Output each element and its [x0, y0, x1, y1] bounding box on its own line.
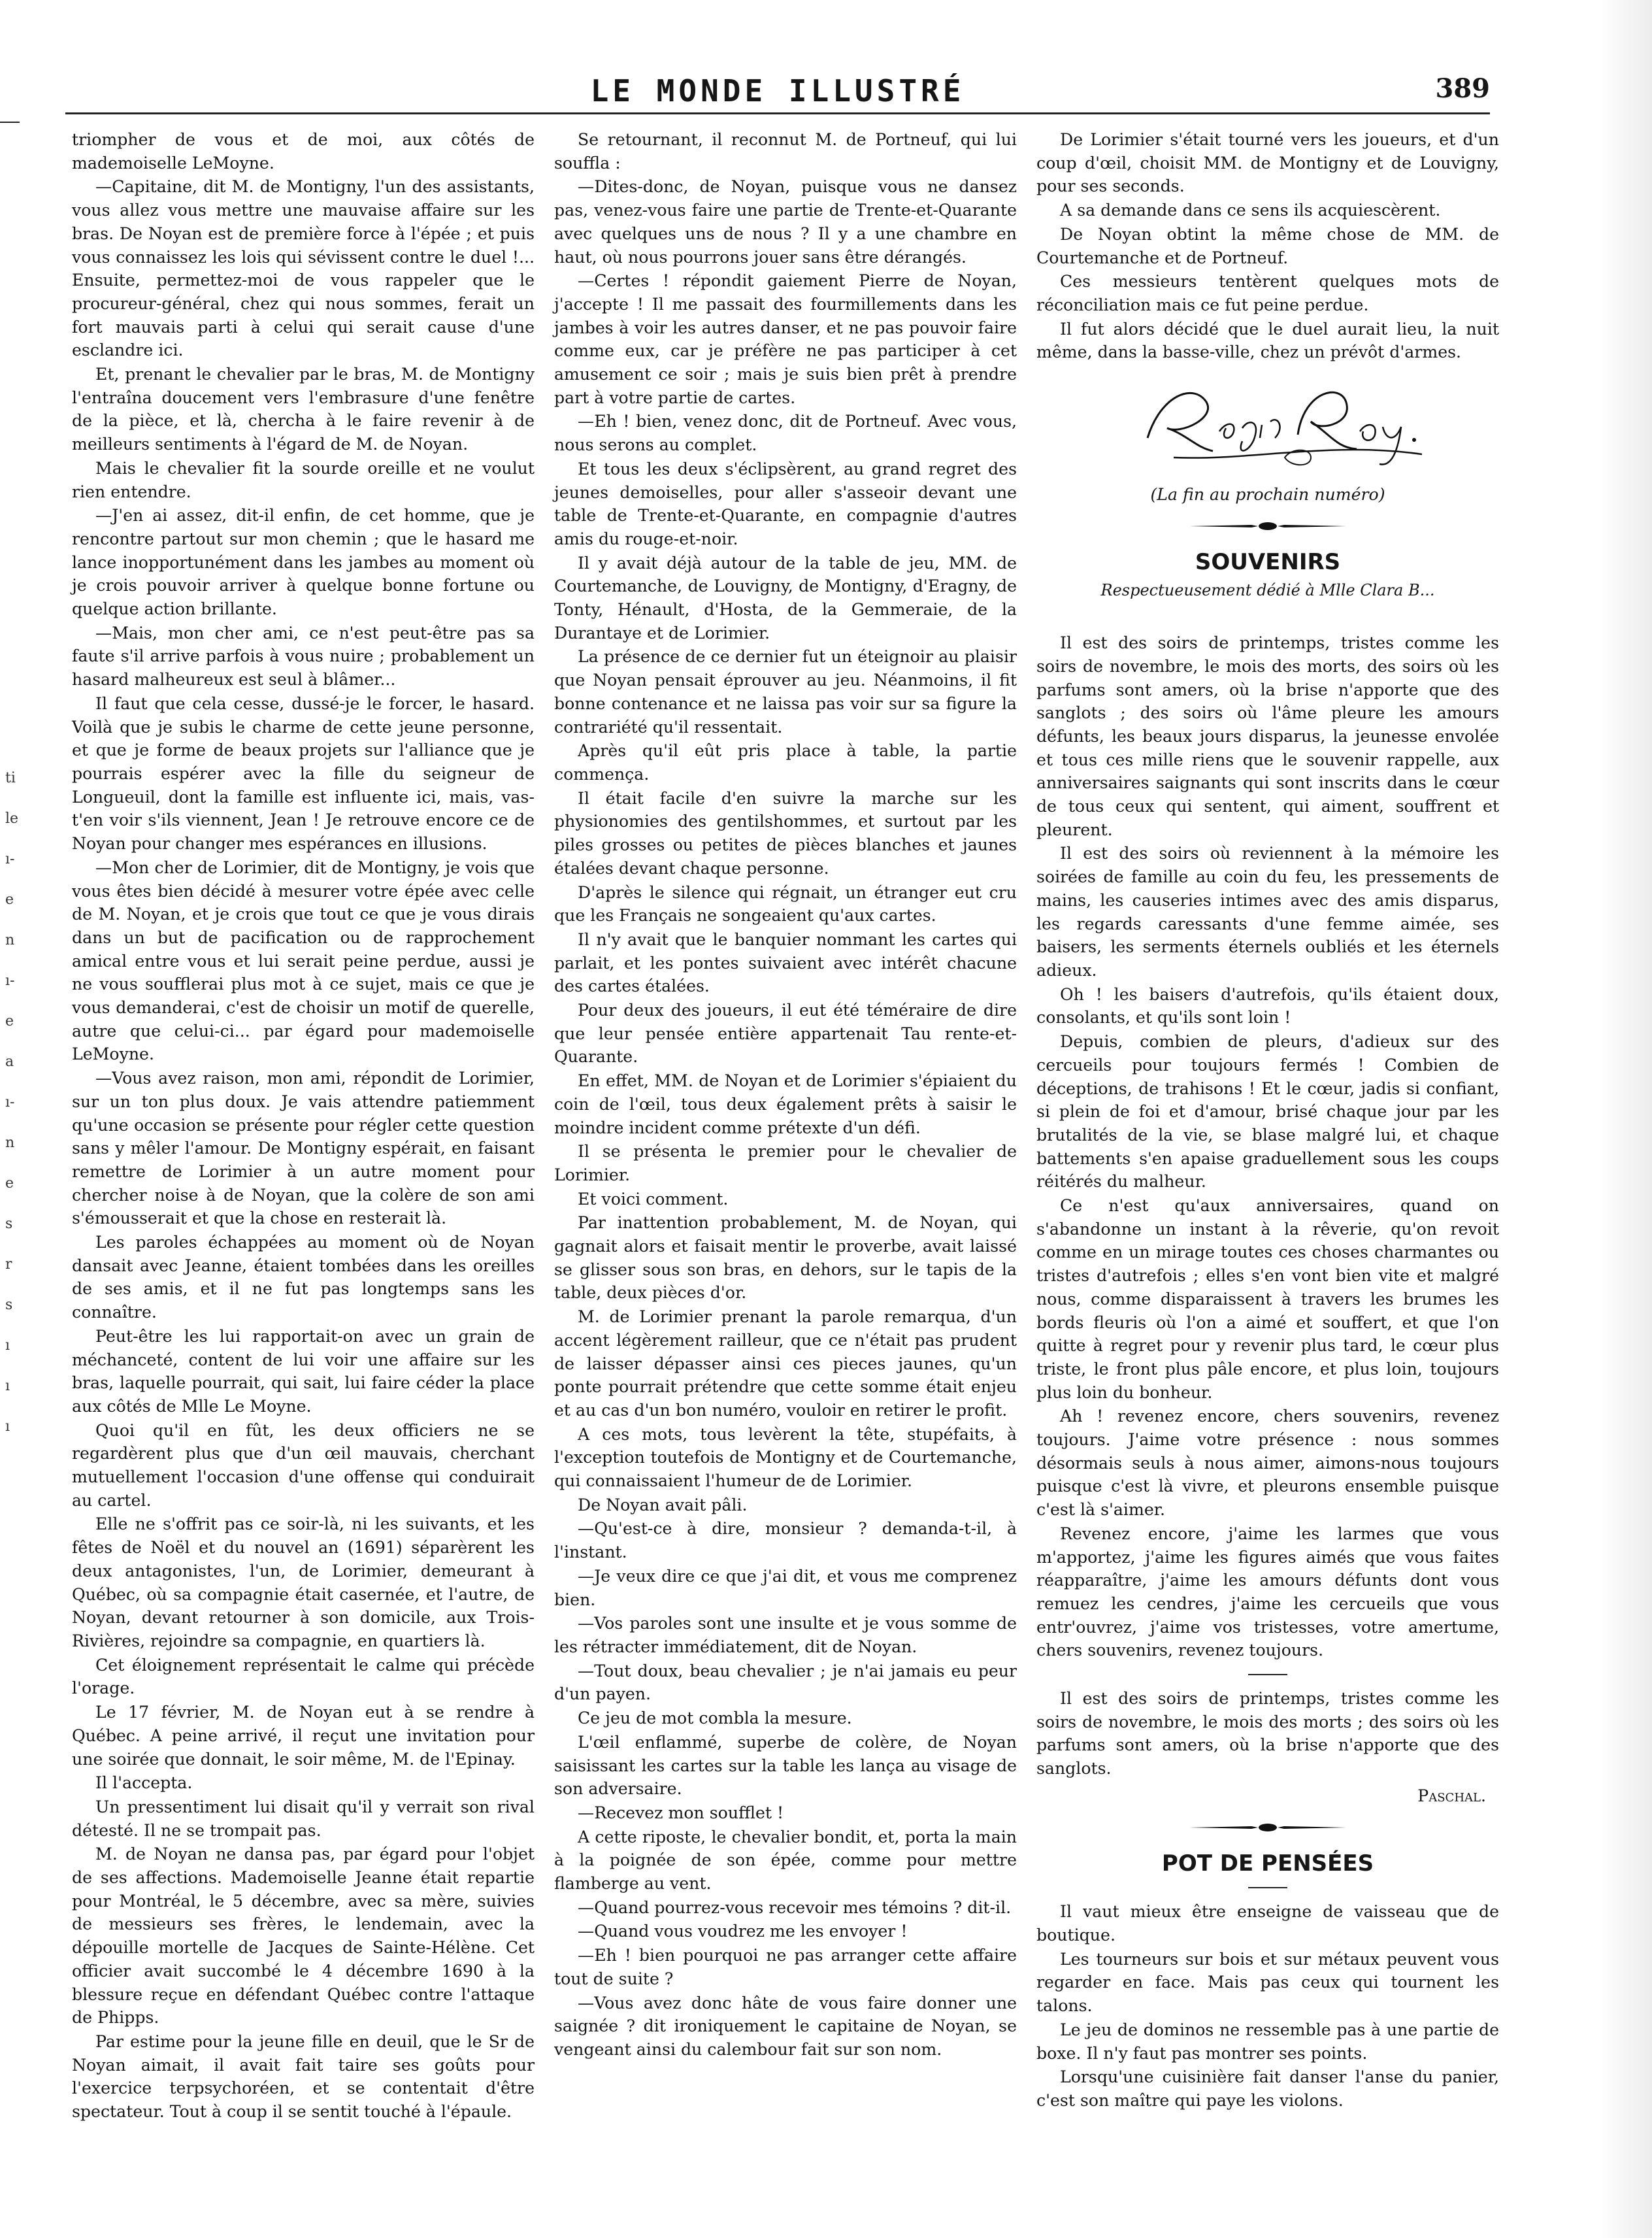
edge-letter: e — [5, 1175, 14, 1192]
paragraph: Il était facile d'en suivre la marche sur les physionomies des gentilshommes, et surtout par les piles grosses ou petites de pièces blanches et jaunes étalées devant chaque personne. — [554, 788, 1017, 878]
author-name: Paschal. — [1417, 1786, 1486, 1805]
paragraph: Cet éloignement représentait le calme qui précède l'orage. — [72, 1655, 535, 1698]
edge-letter: r — [5, 1256, 12, 1273]
paragraph: Un pressentiment lui disait qu'il y verrait son rival détesté. Il ne se trompait pas. — [72, 1797, 535, 1840]
continued-note: (La fin au prochain numéro) — [1150, 485, 1385, 505]
column-1 — [72, 128, 535, 2124]
ornament-divider — [1189, 1822, 1346, 1833]
edge-letter: ı- — [5, 973, 15, 989]
paragraph: De Noyan avait pâli. — [578, 1495, 748, 1514]
paragraph: —J'en ai assez, dit-il enfin, de cet homme, que je rencontre partout sur mon chemin ; que le hasard me lance inopportunément dans les jambes au moment où je crois pouvoir arriver à quelque bonne fortune ou quelque action brillante. — [72, 506, 535, 619]
paragraph: M. de Lorimier prenant la parole remarqua, d'un accent légèrement railleur, que ce n'était pas prudent de laisser dépasser ainsi ces pieces jaunes, qu'un ponte pourrait prétendre que cette somme était enjeu et au cas d'un bon numéro, vouloir en retirer le profit. — [554, 1307, 1017, 1420]
paragraph: Il se présenta le premier pour le chevalier de Lorimier. — [554, 1142, 1017, 1184]
paragraph: Les paroles échappées au moment où de Noyan dansait avec Jeanne, étaient tombées dans les oreilles de ses amis, et il ne fut pas longtemps sans les connaître. — [72, 1233, 535, 1322]
paragraph: Et voici comment. — [578, 1189, 729, 1209]
paragraph: Quoi qu'il en fût, les deux officiers ne se regardèrent plus que d'un œil mauvais, cherchant mutuellement l'occasion d'une offense qui conduirait au cartel. — [72, 1420, 535, 1510]
page-edge-shading — [1600, 0, 1652, 2238]
ornament-divider — [1189, 521, 1346, 531]
paragraph: triompher de vous et de moi, aux côtés de mademoiselle LeMoyne. — [72, 130, 535, 173]
paragraph: —Tout doux, beau chevalier ; je n'ai jamais eu peur d'un payen. — [554, 1661, 1017, 1704]
paragraph: A ces mots, tous levèrent la tête, stupéfaits, à l'exception toutefois de Montigny et de Courtemanche, qui connaissaient l'humeur de de Lorimier. — [554, 1424, 1017, 1491]
paragraph: Il est des soirs de printemps, tristes comme les soirs de novembre, le mois des morts ; des soirs où les parfums sont amers, où la brise n'apporte que des sanglots. — [1036, 1689, 1499, 1779]
edge-letter: ı — [5, 1378, 10, 1394]
paragraph: —Certes ! répondit gaiement Pierre de Noyan, j'accepte ! Il me passait des fourmillements dans les jambes à voir les autres danser, et ne pas pouvoir faire comme eux, car je préfère ne pas participer à cet amusement ce soir ; mais je suis bien prêt à prendre part à votre partie de cartes. — [554, 271, 1017, 407]
paragraph: Il est des soirs de printemps, tristes comme les soirs de novembre, le mois des morts, des soirs où les parfums sont amers, où la brise n'apporte que des sanglots ; des soirs où l'âme pleure les amours défunts, les beaux jours disparus, la jeunesse envolée et tous ces mille riens que le souvenir rappelle, aux anniversaires saignants qui sont inscrits dans le cœur de tous ceux qui sentent, qui aiment, souffrent et pleurent. — [1036, 633, 1499, 839]
paragraph: Pour deux des joueurs, il eut été téméraire de dire que leur pensée entière appartenait Tau rente-et-Quarante. — [554, 1001, 1017, 1067]
paragraph: Il est des soirs où reviennent à la mémoire les soirées de famille au coin du feu, les pressements de mains, les causeries intimes avec des amis disparus, les regards caressants d'une femme aimée, ses baisers, les serments éternels oubliés et les éternels adieux. — [1036, 844, 1499, 980]
edge-letter: n — [5, 1135, 15, 1151]
paragraph: —Mais, mon cher ami, ce n'est peut-être pas sa faute s'il arrive parfois à vous nuire ; probablement un hasard malheureux est seul à blâmer... — [72, 623, 535, 690]
paragraph: Lorsqu'une cuisinière fait danser l'anse du panier, c'est son maître qui paye les violons. — [1036, 2067, 1499, 2110]
paragraph: Le 17 février, M. de Noyan eut à se rendre à Québec. A peine arrivé, il reçut une invitation pour une soirée que donnait, le soir même, M. de l'Epinay. — [72, 1703, 535, 1769]
column-3 — [1036, 128, 1499, 2113]
edge-letter: n — [5, 932, 15, 948]
edge-letter: le — [5, 810, 19, 827]
paragraph: Il n'y avait que le banquier nommant les cartes qui parlait, et les pontes suivaient avec intérêt chacune des cartes étalées. — [554, 929, 1017, 996]
paragraph: Ce n'est qu'aux anniversaires, quand on s'abandonne un instant à la rêverie, qu'on revoit comme en un mirage toutes ces choses charmantes ou tristes d'autrefois ; elles s'en vont bien vite et malgré nous, comme disparaissent à travers les brumes les bords fleuris où l'on a aimé et souffert, et que l'on quitte à regret pour y revenir plus tard, le cœur plus triste, le front plus pâle encore, et plus loin, toujours plus loin du bonheur. — [1036, 1196, 1499, 1402]
paragraph: —Eh ! bien pourquoi ne pas arranger cette affaire tout de suite ? — [554, 1946, 1017, 1988]
short-rule — [1248, 1887, 1287, 1888]
souvenirs-dedication: Respectueusement dédié à Mlle Clara B... — [1100, 581, 1435, 600]
paragraph: Ce jeu de mot combla la mesure. — [578, 1709, 852, 1728]
paragraph: —Mon cher de Lorimier, dit de Montigny, je vois que vous êtes bien décidé à mesurer votre épée avec celle de M. Noyan, et je crois que tout ce que je vous dirais dans un but de pacification ou de rapprochement amical entre vous et lui serait peine perdue, aussi je ne vous soufflerai plus mot à ce sujet, mais ce que je vous demanderai, c'est de choisir un motif de querelle, autre que celui-ci... par égard pour mademoiselle LeMoyne. — [72, 858, 535, 1064]
paragraph: —Qu'est-ce à dire, monsieur ? demanda-t-il, à l'instant. — [554, 1519, 1017, 1562]
paragraph: Et tous les deux s'éclipsèrent, au grand regret des jeunes demoiselles, pour aller s'asseoir devant une table de Trente-et-Quarante, en compagnie d'autres amis du rouge-et-noir. — [554, 459, 1017, 548]
newspaper-title: LE MONDE ILLUSTRÉ — [590, 73, 965, 109]
edge-letter: ı- — [5, 851, 15, 867]
paragraph: —Quand vous voudrez me les envoyer ! — [578, 1922, 908, 1941]
paragraph: —Recevez mon soufflet ! — [578, 1803, 784, 1822]
paragraph: Depuis, combien de pleurs, d'adieux sur des cercueils pour toujours fermés ! Combien de déceptions, de trahisons ! Et le cœur, jadis si confiant, si plein de foi et d'amour, brisé chaque jour par les brutalités de la vie, se blase malgré lui, et chaque battements s'en apaise graduellement sous les coups réitérés du malheur. — [1036, 1032, 1499, 1192]
paragraph: D'après le silence qui régnait, un étranger eut cru que les Français ne songeaient qu'aux cartes. — [554, 882, 1017, 926]
paragraph: —Vos paroles sont une insulte et je vous somme de les rétracter immédiatement, dit de Noyan. — [554, 1614, 1017, 1656]
souvenirs-heading: SOUVENIRS — [1195, 548, 1341, 575]
paragraph: —Vous avez donc hâte de vous faire donner une saignée ? dit ironiquement le capitaine de Noyan, se vengeant ainsi du calembour fait sur son nom. — [554, 1993, 1017, 2059]
edge-letter: s — [5, 1216, 13, 1232]
paragraph: Après qu'il eût pris place à table, la partie commença. — [554, 741, 1017, 784]
short-rule — [1248, 1674, 1287, 1675]
edge-letter: e — [5, 1013, 14, 1029]
edge-letter: a — [5, 1054, 14, 1070]
paragraph: De Lorimier s'était tourné vers les joueurs, et d'un coup d'œil, choisit MM. de Montigny et de Louvigny, pour ses seconds. — [1036, 130, 1499, 196]
header-rule — [65, 112, 1490, 114]
paragraph: A cette riposte, le chevalier bondit, et, porta la main à la poignée de son épée, comme pour mettre flamberge au vent. — [554, 1827, 1017, 1894]
page-number: 389 — [1435, 73, 1490, 104]
paragraph: —Eh ! bien, venez donc, dit de Portneuf. Avec vous, nous serons au complet. — [554, 412, 1017, 455]
paragraph: —Capitaine, dit M. de Montigny, l'un des assistants, vous allez vous mettre une mauvaise affaire sur les bras. De Noyan est de première force à l'épée ; et puis vous connaissez les lois qui sévissent contre le duel !... Ensuite, permettez-moi de vous rappeler que le procureur-général, chez qui nous sommes, ferait un fort mauvais parti à celui qui serait cause d'une esclandre ici. — [72, 177, 535, 360]
paragraph: Il l'accepta. — [95, 1773, 193, 1793]
paragraph: Oh ! les baisers d'autrefois, qu'ils étaient doux, consolants, et qu'ils sont loin ! — [1036, 984, 1499, 1027]
paragraph: —Je veux dire ce que j'ai dit, et vous me comprenez bien. — [554, 1566, 1017, 1609]
edge-letter: ı- — [5, 1094, 15, 1111]
paragraph: Le jeu de dominos ne ressemble pas à une partie de boxe. Il n'y faut pas montrer ses points. — [1036, 2020, 1499, 2063]
pot-de-pensees-heading: POT DE PENSÉES — [1161, 1850, 1374, 1877]
paragraph: Ces messieurs tentèrent quelques mots de réconciliation mais ce fut peine perdue. — [1036, 272, 1499, 314]
paragraph: A sa demande dans ce sens ils acquiescèrent. — [1060, 201, 1441, 220]
edge-letter: ti — [5, 770, 16, 786]
paragraph: La présence de ce dernier fut un éteignoir au plaisir que Noyan pensait éprouver au jeu. Néanmoins, il fit bonne contenance et ne laissa pas voir sur sa figure la contrariété qu'il ressentait. — [554, 647, 1017, 737]
paragraph: En effet, MM. de Noyan et de Lorimier s'épiaient du coin de l'œil, tous deux également prêts à saisir le moindre incident comme prétexte d'un défi. — [554, 1071, 1017, 1137]
paragraph: Il fut alors décidé que le duel aurait lieu, la nuit même, dans la basse-ville, chez un prévôt d'armes. — [1036, 319, 1499, 362]
paragraph: Les tourneurs sur bois et sur métaux peuvent vous regarder en face. Mais pas ceux qui tournent les talons. — [1036, 1949, 1499, 2016]
paragraph: L'œil enflammé, superbe de colère, de Noyan saisissant les cartes sur la table les lança au visage de son adversaire. — [554, 1732, 1017, 1799]
paragraph: De Noyan obtint la même chose de MM. de Courtemanche et de Portneuf. — [1036, 224, 1499, 267]
paragraph: —Vous avez raison, mon ami, répondit de Lorimier, sur un ton plus doux. Je vais attendre patiemment qu'une occasion se présente pour régler cette question sans y mêler l'amour. De Montigny espérait, en faisant remettre de Lorimier à un autre moment pour chercher noise à de Noyan, que la colère de son ami s'émousserait et que la chose en resterait là. — [72, 1069, 535, 1228]
column-2 — [554, 128, 1017, 2062]
paragraph: Et, prenant le chevalier par le bras, M. de Montigny l'entraîna doucement vers l'embrasure d'une fenêtre de la pièce, et là, chercha à le faire revenir à de meilleurs sentiments à l'égard de M. de Noyan. — [72, 365, 535, 454]
page-header — [65, 73, 1490, 116]
cut-column-edge — [5, 758, 31, 1447]
paragraph: Par inattention probablement, M. de Noyan, qui gagnait alors et faisait mentir le proverbe, avait laissé se glisser sous son bras, en dehors, sur le tapis de la table, deux pièces d'or. — [554, 1213, 1017, 1303]
paragraph: —Dites-donc, de Noyan, puisque vous ne dansez pas, venez-vous faire une partie de Trente-et-Quarante avec quelques uns de nous ? Il y a une chambre en haut, où nous pourrons jouer sans être dérangés. — [554, 177, 1017, 267]
paragraph: Il faut que cela cesse, dussé-je le forcer, le hasard. Voilà que je subis le charme de cette jeune personne, et que je forme de beaux projets sur l'alliance que je pourrais espérer avec la fille du seigneur de Longueuil, dont la famille est influente ici, mais, vas-t'en voir s'ils viennent, Jean ! Je retrouve encore ce de Noyan pour changer mes espérances en illusions. — [72, 693, 535, 854]
edge-letter: ı — [5, 1337, 10, 1354]
paragraph: Il y avait déjà autour de la table de jeu, MM. de Courtemanche, de Louvigny, de Montigny, d'Eragny, de Tonty, Hénault, d'Hosta, de la Gemmeraie, de la Durantaye et de Lorimier. — [554, 553, 1017, 643]
edge-letter: s — [5, 1297, 13, 1313]
signature-image — [1121, 376, 1435, 474]
paragraph: M. de Noyan ne dansa pas, par égard pour l'objet de ses affections. Mademoiselle Jeanne était repartie pour Montréal, le 5 décembre, avec sa mère, suivies de messieurs ses frères, le lendemain, avec la dépouille mortelle de Jacques de Sainte-Hélène. Cet officier avait succombé le 4 décembre 1690 à la blessure reçue en défendant Québec contre l'attaque de Phipps. — [72, 1845, 535, 2028]
paragraph: —Quand pourrez-vous recevoir mes témoins ? dit-il. — [578, 1897, 1012, 1917]
paragraph: Il vaut mieux être enseigne de vaisseau que de boutique. — [1036, 1902, 1499, 1945]
paragraph: Peut-être les lui rapportait-on avec un grain de méchanceté, content de lui voir une affaire sur les bras, laquelle pourrait, qui sait, lui faire céder la place aux côtés de Mlle Le Moyne. — [72, 1326, 535, 1416]
paragraph: Se retournant, il reconnut M. de Portneuf, qui lui souffla : — [554, 130, 1017, 173]
edge-letter: e — [5, 892, 14, 908]
paragraph: Revenez encore, j'aime les larmes que vous m'apportez, j'aime les figures aimés que vous faites réapparaître, j'aime les amours défunts dont vous remuez les cendres, j'aime les cercueils que vous entr'ouvrez, j'aime vos tristesses, votre amertume, chers souvenirs, revenez toujours. — [1036, 1524, 1499, 1660]
paragraph: Elle ne s'offrit pas ce soir-là, ni les suivants, et les fêtes de Noël et du nouvel an (1691) séparèrent les deux antagonistes, l'un, de Lorimier, demeurant à Québec, où sa compagnie était casernée, et l'autre, de Noyan, devant retourner à son domicile, aux Trois-Rivières, rejoindre sa compagnie, en quartiers là. — [72, 1514, 535, 1650]
edge-letter: ı — [5, 1418, 10, 1435]
paragraph: Ah ! revenez encore, chers souvenirs, revenez toujours. J'aime votre présence : nous sommes désormais seuls à nous aimer, aimons-nous toujours puisque c'est là vivre, et pleurons ensemble puisque c'est là s'aimer. — [1036, 1407, 1499, 1520]
paragraph: Mais le chevalier fit la sourde oreille et ne voulut rien entendre. — [72, 458, 535, 501]
left-margin-mark — [0, 122, 20, 123]
paragraph: Par estime pour la jeune fille en deuil, que le Sr de Noyan aimait, il avait fait taire ses goûts pour l'exercice terpsychoréen, et se contentait d'être spectateur. Tout à coup il se sentit touché à l'épaule. — [72, 2031, 535, 2122]
